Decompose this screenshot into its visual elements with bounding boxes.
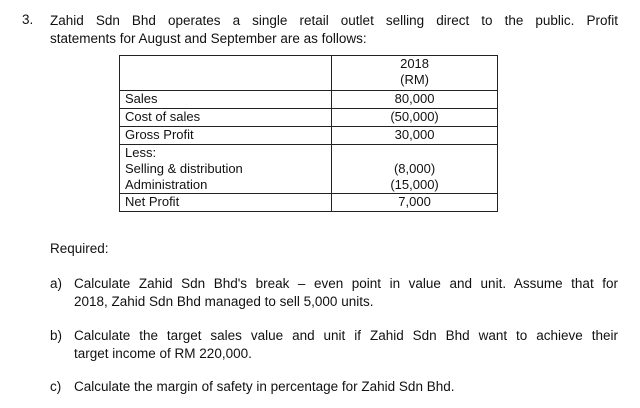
question-line-2: statements for August and September are as follows: (50, 31, 367, 46)
item-line-2: 2018, Zahid Sdn Bhd managed to sell 5,000 units. (74, 294, 374, 309)
row-label: Gross Profit (120, 127, 332, 145)
table-row (120, 194, 498, 212)
row-label: Administration (125, 177, 208, 192)
row-value (332, 145, 497, 161)
table-row (120, 109, 498, 127)
item-text (74, 275, 618, 311)
row-value: (15,000) (390, 177, 439, 192)
item-text (74, 378, 618, 396)
item-line-2: target income of RM 220,000. (74, 346, 252, 361)
required-label: Required: (50, 241, 109, 256)
table-row (120, 91, 498, 109)
header-unit: (RM) (400, 72, 429, 87)
table-row (120, 127, 498, 145)
row-label: Less: (125, 145, 157, 160)
expenses-label-cell (120, 145, 332, 194)
row-label: Cost of sales (120, 109, 332, 127)
row-value: 7,000 (332, 194, 498, 212)
row-value: (50,000) (332, 109, 498, 127)
item-text (74, 327, 618, 363)
item-tag: a) (50, 276, 63, 291)
table-row-expenses (120, 145, 498, 194)
item-tag: c) (50, 379, 62, 394)
question-text (50, 12, 618, 48)
row-value: (8,000) (393, 161, 436, 176)
question-line-1: Zahid Sdn Bhd operates a single retail outlet selling direct to the public. Profit (50, 13, 618, 28)
table-header-row (120, 56, 498, 91)
header-year: 2018 (400, 56, 430, 71)
item-tag: b) (50, 328, 63, 343)
item-line-1: Calculate the target sales value and unit if Zahid Sdn Bhd want to achieve their (74, 328, 618, 343)
question-number: 3. (22, 12, 34, 27)
row-value: 30,000 (332, 127, 498, 145)
item-line-1: Calculate the margin of safety in percentage for Zahid Sdn Bhd. (74, 379, 455, 394)
header-amount-cell (332, 56, 498, 91)
header-label-cell (120, 56, 332, 91)
row-label: Selling & distribution (125, 161, 243, 176)
row-label: Net Profit (120, 194, 332, 212)
row-label: Sales (120, 91, 332, 109)
row-value: 80,000 (332, 91, 498, 109)
expenses-value-cell (332, 145, 498, 194)
profit-statement-table (119, 55, 498, 212)
item-line-1: Calculate Zahid Sdn Bhd's break – even point in value and unit. Assume that for (74, 276, 618, 291)
